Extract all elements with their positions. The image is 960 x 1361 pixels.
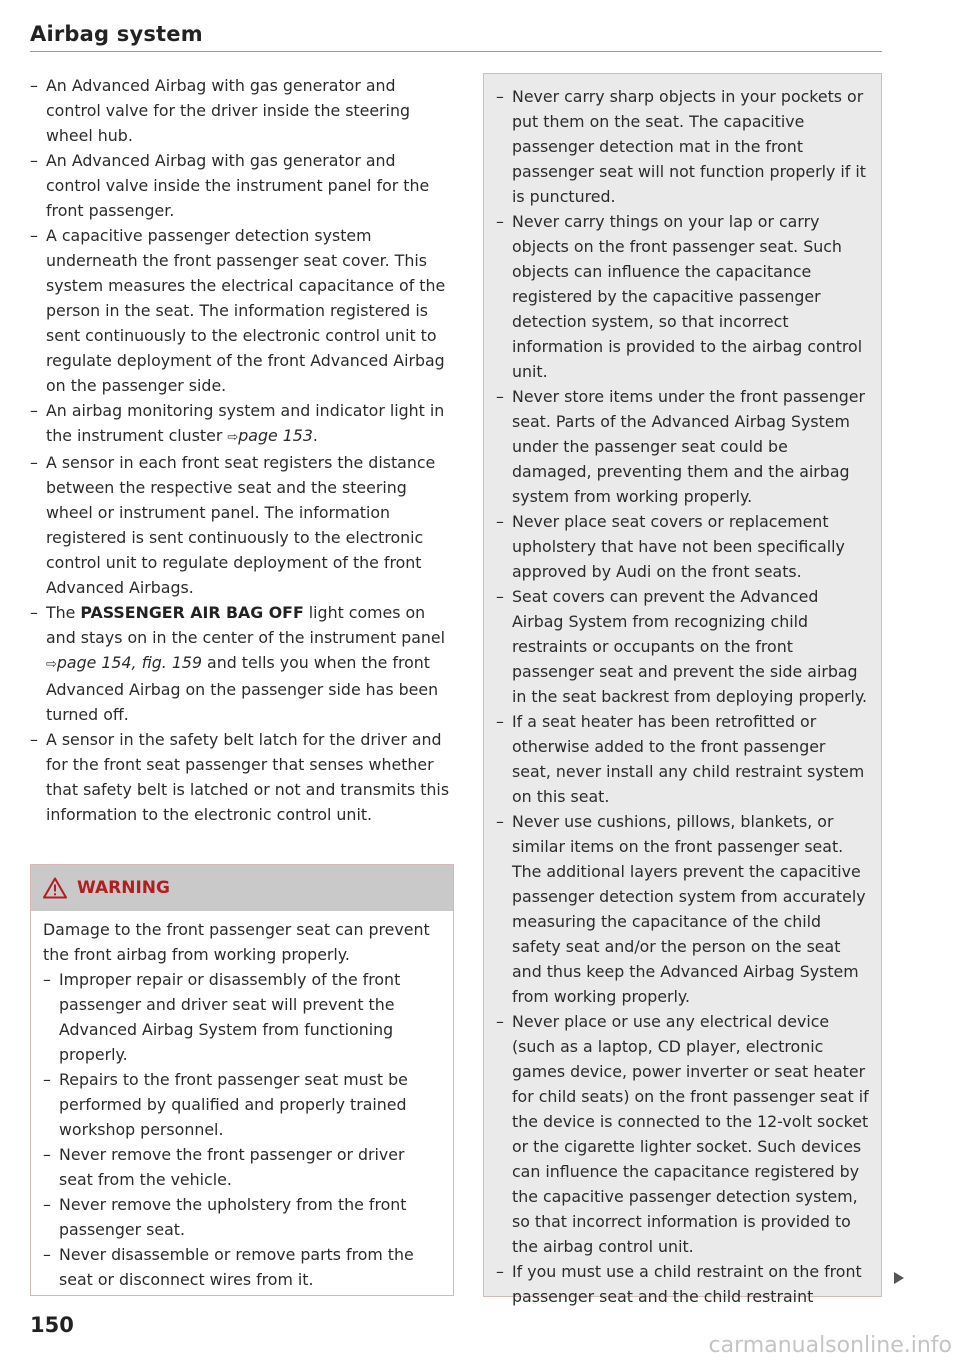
list-item: – If a seat heater has been retrofitted or otherwise added to the front passenger seat, never install any child restraint system on this seat. [496, 709, 869, 809]
continue-arrow-icon [891, 1270, 907, 1286]
warning-intro: Damage to the front passenger seat can prevent the front airbag from working properly. [43, 920, 430, 964]
page-reference-link[interactable]: page 154, fig. 159 [56, 653, 203, 672]
list-item: – Seat covers can prevent the Advanced Airbag System from recognizing child restraints or occupants on the front passenger seat and prevent the side airbag in the seat backrest from deploying properly. [496, 584, 869, 709]
indicator-light-name: PASSENGER AIR BAG OFF [80, 603, 304, 622]
warning-continuation-list [496, 84, 869, 1309]
warning-list [43, 967, 441, 1292]
list-item: – Never disassemble or remove parts from the seat or disconnect wires from it. [43, 1242, 441, 1292]
list-item: – The PASSENGER AIR BAG OFF light comes on and stays on in the center of the instrument panel ⇨page 154, fig. 159 and tells you when the front Advanced Airbag on the passenger side has been turned off. [30, 600, 454, 727]
page-section-title: Airbag system [30, 22, 203, 46]
list-item: – A sensor in the safety belt latch for the driver and for the front seat passenger that senses whether that safety belt is latched or not and transmits this information to the electronic control unit. [30, 727, 454, 827]
list-item: – An Advanced Airbag with gas generator and control valve for the driver inside the steering wheel hub. [30, 73, 454, 148]
list-item: – Never remove the front passenger or driver seat from the vehicle. [43, 1142, 441, 1192]
list-item: – An airbag monitoring system and indicator light in the instrument cluster ⇨page 153. [30, 398, 454, 450]
list-item: – Never remove the upholstery from the front passenger seat. [43, 1192, 441, 1242]
watermark: carmanualsonline.info [708, 1333, 952, 1358]
list-item: – Repairs to the front passenger seat must be performed by qualified and properly trained workshop personnel. [43, 1067, 441, 1142]
list-item: – Never store items under the front passenger seat. Parts of the Advanced Airbag System under the passenger seat could be damaged, preventing them and the airbag system from working properly. [496, 384, 869, 509]
list-item: – Never carry things on your lap or carry objects on the front passenger seat. Such objects can influence the capacitance registered by the capacitive passenger detection system, so that incorrect information is provided to the airbag control unit. [496, 209, 869, 384]
page-reference-arrow-icon: ⇨ [227, 430, 239, 445]
component-list [30, 73, 454, 827]
warning-title: WARNING [77, 878, 170, 898]
list-item: – If you must use a child restraint on the front passenger seat and the child restraint [496, 1259, 869, 1309]
list-item: – Improper repair or disassembly of the front passenger and driver seat will prevent the Advanced Airbag System from functioning properly. [43, 967, 441, 1067]
warning-triangle-icon [43, 877, 67, 899]
header-divider [30, 51, 882, 52]
warning-header [31, 865, 453, 911]
list-item: – A sensor in each front seat registers the distance between the respective seat and the steering wheel or instrument panel. The information registered is sent continuously to the electronic control unit to regulate deployment of the front Advanced Airbags. [30, 450, 454, 600]
page-number: 150 [30, 1313, 74, 1337]
warning-continuation-box [483, 73, 882, 1306]
list-item: – A capacitive passenger detection system underneath the front passenger seat cover. This system measures the electrical capacitance of the person in the seat. The information registered is sent continuously to the electronic control unit to regulate deployment of the front Advanced Airbag on the passenger side. [30, 223, 454, 398]
page-reference-arrow-icon: ⇨ [46, 657, 57, 672]
list-item: – Never carry sharp objects in your pockets or put them on the seat. The capacitive passenger detection mat in the front passenger seat will not function properly if it is punctured. [496, 84, 869, 209]
page-reference-link[interactable]: page 153 [238, 426, 313, 445]
warning-body [31, 911, 453, 1292]
list-item: – An Advanced Airbag with gas generator and control valve inside the instrument panel for the front passenger. [30, 148, 454, 223]
warning-box [30, 864, 454, 1296]
list-item: – Never place or use any electrical device (such as a laptop, CD player, electronic games device, power inverter or seat heater for child seats) on the front passenger seat if the device is connected to the 12-volt socket or the cigarette lighter socket. Such devices can influence the capacitance registered by the capacitive passenger detection system, so that incorrect information is provided to the airbag control unit. [496, 1009, 869, 1259]
left-column [30, 73, 454, 827]
list-item: – Never use cushions, pillows, blankets, or similar items on the front passenger seat. The additional layers prevent the capacitive passenger detection system from accurately measuring the capacitance of the child safety seat and/or the person on the seat and thus keep the Advanced Airbag System from working properly. [496, 809, 869, 1009]
list-item: – Never place seat covers or replacement upholstery that have not been specifically approved by Audi on the front seats. [496, 509, 869, 584]
